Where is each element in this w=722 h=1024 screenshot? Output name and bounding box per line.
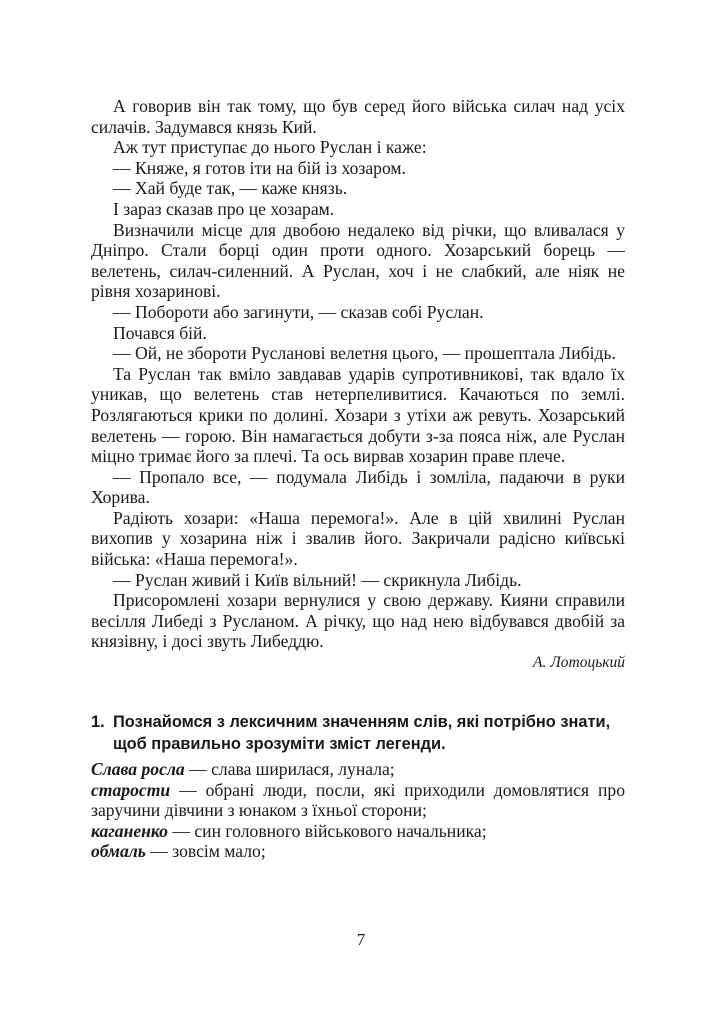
story-paragraph-12: Радіють хозари: «Наша перемога!». Але в цій хвилині Руслан вихопив у хозарина ніж і звалив його. Закричали радісно київські війська: «Наша перемога!». [91, 507, 625, 570]
glossary-term: Слава росла [91, 759, 185, 780]
story-author: А. Лотоцький [533, 654, 625, 672]
glossary-definition: — слава ширилася, лунала; [184, 759, 395, 780]
page-text-block [91, 96, 625, 862]
glossary-definition: — зовсім мало; [145, 841, 266, 862]
glossary-entry [91, 821, 625, 842]
glossary-entry [91, 780, 625, 821]
story-paragraph-4: — Хай буде так, — каже князь. [113, 178, 348, 199]
task-number: 1. [91, 713, 105, 732]
story-paragraph-6: Визначили місце для двобою недалеко від річки, що вливалася у Дніпро. Стали борці один проти одного. Хозарський борець — велетень, силач-силенний. А Руслан, хоч і не слабкий, але ніяк не рівня хозаринові. [91, 219, 625, 302]
story-paragraph-14: Присоромлені хозари вернулися у свою державу. Кияни справили весілля Либеді з Русланом. А річку, що над нею відбувався двобій за князівну, і досі звуть Либеддю. [91, 590, 625, 652]
glossary-entry [91, 759, 625, 780]
story-paragraph-8: Почався бій. [113, 322, 207, 343]
page-number: 7 [356, 930, 366, 949]
task-heading [91, 711, 625, 755]
story-paragraph-10: Та Руслан так вміло завдавав ударів супротивникові, так вдало їх уникав, що велетень став нетерпеливитися. Качаються по землі. Розлягаються крики по долині. Хозари з утіхи аж ревуть. Хозарський велетень — горою. Він намагається добути з-за пояса ніж, але Руслан міцно тримає його за плечі. Та ось вирвав хозарин праве плече. [91, 363, 625, 467]
story-paragraph-1: А говорив він так тому, що був серед його війська силач над усіх силачів. Задумався князь Кий. [91, 96, 625, 137]
glossary-term: каганенко [91, 820, 168, 841]
glossary-definition: — син головного військового начальника; [167, 820, 487, 841]
story-paragraph-9: — Ой, не збороти Русланові велетня цього, — прошептала Либідь. [113, 343, 616, 364]
glossary-definition: — обрані люди, посли, які приходили домовлятися про заручини дівчини з юнаком з їхньої сторони; [91, 779, 625, 821]
story-paragraph-11: — Пропало все, — подумала Либідь і зомліла, падаючи в руки Хорива. [91, 466, 625, 508]
task-text: Познайомся з лексичним значенням слів, які потрібно знати, щоб правильно зрозуміти зміст легенди. [113, 713, 611, 754]
glossary-term: старости [91, 779, 171, 800]
story-paragraph-3: — Княже, я готов іти на бій із хозаром. [113, 157, 406, 178]
glossary-term: обмаль [91, 841, 146, 862]
glossary-entry [91, 841, 625, 862]
story-paragraph-5: І зараз сказав про це хозарам. [113, 198, 335, 219]
story-paragraph-2: Аж тут приступає до нього Руслан і каже: [113, 137, 427, 158]
story-paragraph-7: — Побороти або загинути, — сказав собі Руслан. [113, 301, 484, 322]
story-paragraph-13: — Руслан живий і Київ вільний! — скрикнула Либідь. [113, 569, 522, 590]
